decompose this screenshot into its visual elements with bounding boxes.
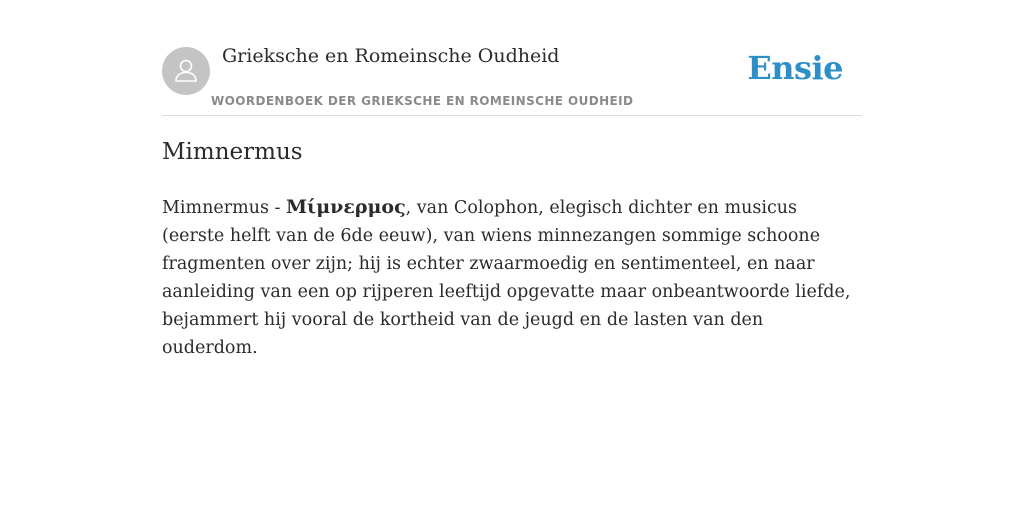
user-silhouette-icon [171, 56, 201, 86]
entry-header [162, 0, 862, 116]
definition-text: , van Colophon, elegisch dichter en musicus (eerste helft van de 6de eeuw), van wiens minnezangen sommige schoone fragmenten over zijn; hij is echter zwaarmoedig en sentimenteel, en naar aanleiding van een op rijperen leeftijd opgevatte maar onbeantwoorde liefde, bejammert hij vooral de kortheid van de jeugd en de lasten van den ouderdom. [162, 198, 851, 358]
dictionary-subtitle: WOORDENBOEK DER GRIEKSCHE EN ROMEINSCHE OUDHEID [211, 94, 634, 108]
page-container [162, 0, 862, 358]
entry-title: Mimnermus [162, 139, 303, 165]
greek-term: Μίμνερμος [286, 196, 406, 218]
avatar[interactable] [162, 47, 210, 95]
author-link[interactable]: Grieksche en Romeinsche Oudheid [222, 45, 560, 67]
entry-definition [162, 193, 862, 362]
ensie-logo[interactable]: Ensie [747, 49, 843, 87]
entry-term: Mimnermus [162, 198, 269, 218]
term-separator: - [268, 198, 286, 218]
